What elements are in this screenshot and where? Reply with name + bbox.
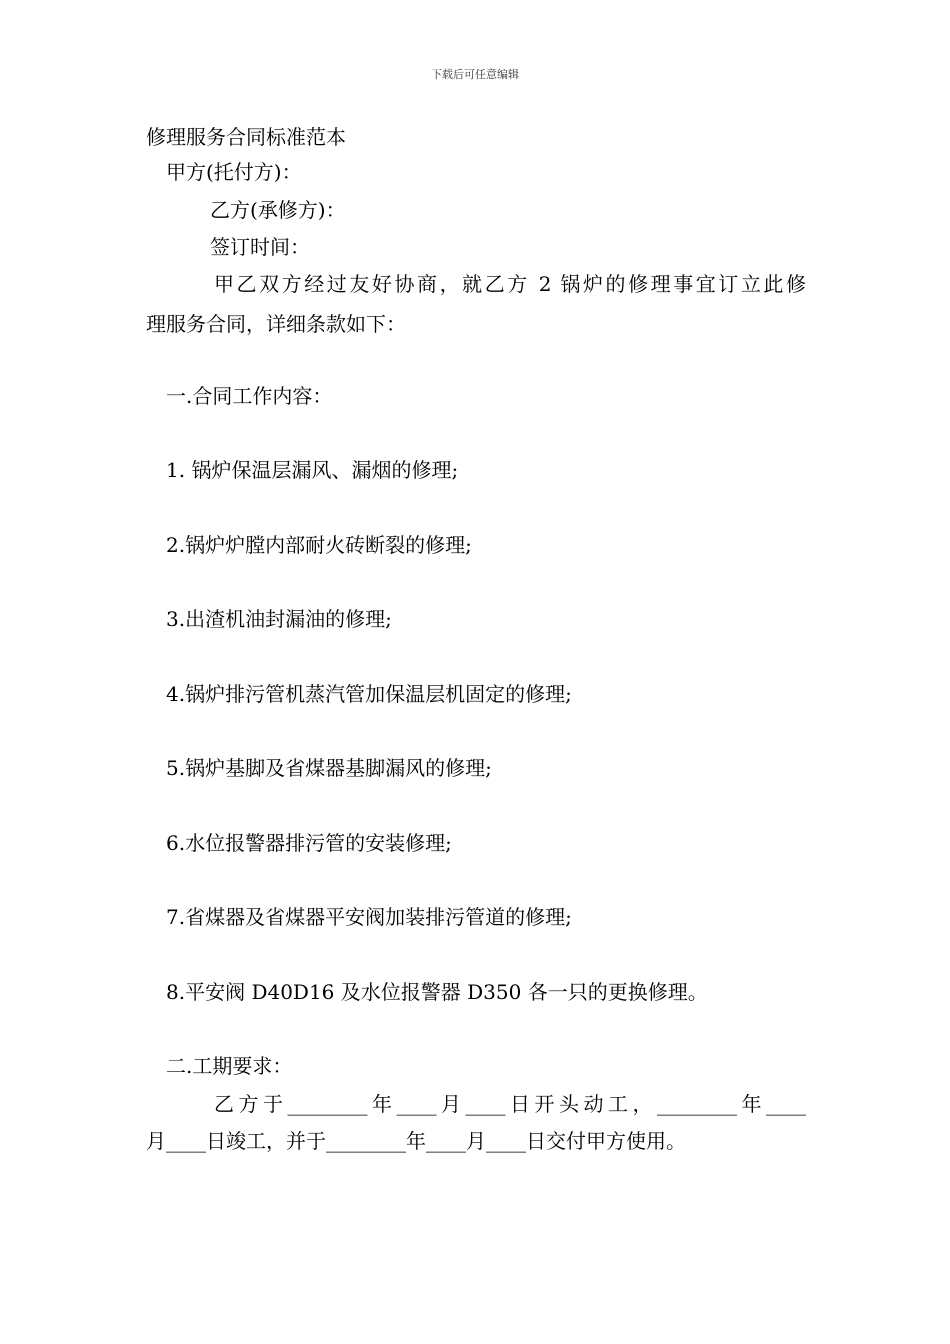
- schedule-line-1: 乙方于________年____月____日开头动工，________年____: [214, 1092, 806, 1116]
- intro-line-1: 甲乙双方经过友好协商，就乙方 2 锅炉的修理事宜订立此修: [214, 272, 806, 296]
- work-item: 4.锅炉排污管机蒸汽管加保温层机固定的修理;: [166, 682, 572, 706]
- party-b-line: 乙方(承修方)：: [210, 198, 346, 222]
- intro-line-2: 理服务合同，详细条款如下：: [146, 312, 406, 336]
- work-item: 6.水位报警器排污管的安装修理;: [166, 831, 452, 855]
- work-item: 7.省煤器及省煤器平安阀加装排污管道的修理;: [166, 905, 572, 929]
- work-item: 3.出渣机油封漏油的修理;: [166, 607, 392, 631]
- work-item: 5.锅炉基脚及省煤器基脚漏风的修理;: [166, 756, 492, 780]
- section-2-title: 二.工期要求：: [166, 1054, 293, 1078]
- document-title: 修理服务合同标准范本: [146, 125, 346, 149]
- work-item: 1. 锅炉保温层漏风、漏烟的修理;: [166, 458, 459, 482]
- work-item: 8.平安阀 D40D16 及水位报警器 D350 各一只的更换修理。: [166, 980, 708, 1004]
- party-a-line: 甲方(托付方)：: [166, 160, 302, 184]
- section-1-title: 一.合同工作内容：: [166, 384, 333, 408]
- sign-date-line: 签订时间：: [210, 235, 310, 259]
- work-item: 2.锅炉炉膛内部耐火砖断裂的修理;: [166, 533, 472, 557]
- schedule-line-2: 月____日竣工，并于________年____月____日交付甲方使用。: [146, 1129, 686, 1153]
- header-note: 下载后可任意编辑: [431, 68, 519, 81]
